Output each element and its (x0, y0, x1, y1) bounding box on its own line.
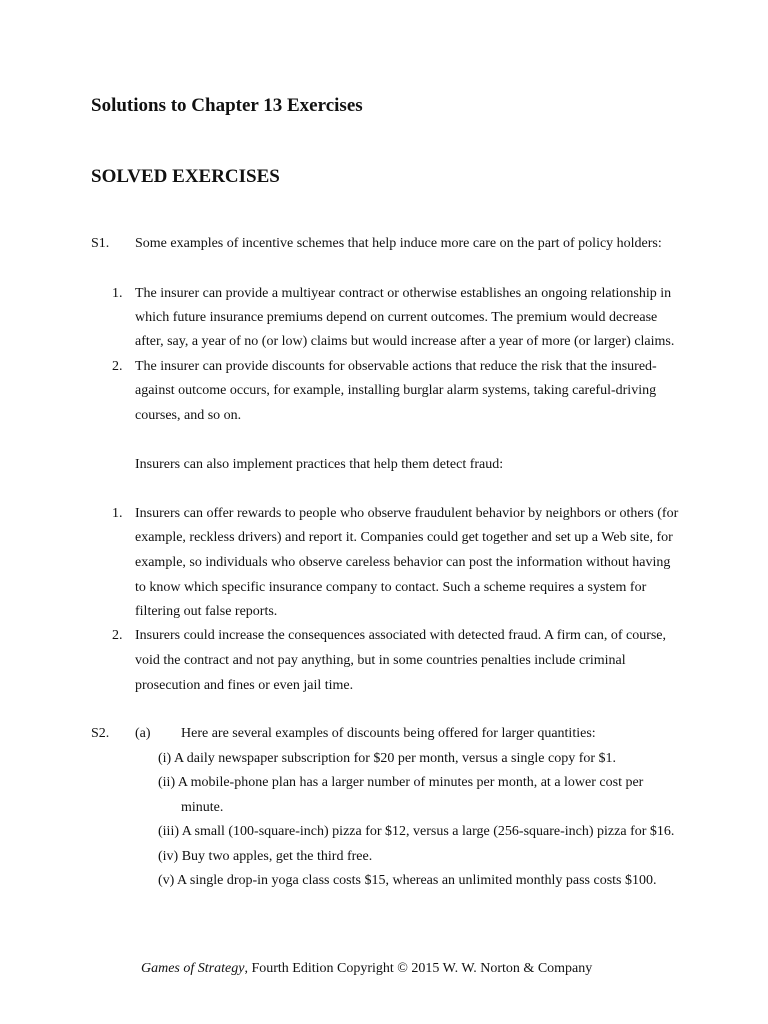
list-item-line: The insurer can provide a multiyear contract or otherwise establishes an ongoing relationship in (135, 286, 672, 301)
book-title: Games of Strategy (141, 961, 245, 976)
part-label: (a) (135, 726, 151, 741)
s2-item: (v) A single drop-in yoga class costs $15, whereas an unlimited monthly pass costs $100. (158, 873, 657, 888)
list-item-line: example, so individuals who observe careless behavior can post the information without having (135, 555, 671, 570)
fraud-intro: Insurers can also implement practices that help them detect fraud: (135, 457, 504, 472)
s2-item: (ii) A mobile-phone plan has a larger number of minutes per month, at a lower cost per (158, 775, 644, 790)
list-item-line: courses, and so on. (135, 408, 242, 423)
s2-item: (i) A daily newspaper subscription for $20 per month, versus a single copy for $1. (158, 751, 617, 766)
s2-item: (iii) A small (100-square-inch) pizza for $12, versus a large (256-square-inch) pizza for $16. (158, 824, 675, 839)
list-number: 2. (112, 628, 123, 643)
section-heading: SOLVED EXERCISES (91, 166, 280, 187)
list-item-line: Insurers can offer rewards to people who observe fraudulent behavior by neighbors or others (for (135, 506, 679, 521)
list-number: 1. (112, 286, 123, 301)
list-number: 1. (112, 506, 123, 521)
list-item-line: to know which specific insurance company to contact. Such a scheme requires a system for (135, 580, 647, 595)
page-title: Solutions to Chapter 13 Exercises (91, 95, 363, 116)
exercise-label-s2: S2. (91, 726, 110, 741)
list-item-line: void the contract and not pay anything, but in some countries penalties include criminal (135, 653, 626, 668)
list-item-line: against outcome occurs, for example, installing burglar alarm systems, taking careful-driving (135, 383, 657, 398)
list-item-line: example, reckless drivers) and report it. Companies could get together and set up a Web site, for (135, 530, 673, 545)
list-item-line: Insurers could increase the consequences associated with detected fraud. A firm can, of course, (135, 628, 667, 643)
list-item-line: prosecution and fines or even jail time. (135, 678, 354, 693)
s2-intro: Here are several examples of discounts being offered for larger quantities: (181, 726, 596, 741)
copyright-text: , Fourth Edition Copyright © 2015 W. W. Norton & Company (244, 961, 593, 976)
s1-intro: Some examples of incentive schemes that help induce more care on the part of policy holders: (135, 236, 662, 251)
list-item-line: which future insurance premiums depend on current outcomes. The premium would decrease (135, 310, 658, 325)
list-item-line: filtering out false reports. (135, 604, 278, 619)
s2-item: (iv) Buy two apples, get the third free. (158, 849, 373, 864)
list-item-line: after, say, a year of no (or low) claims but would increase after a year of more (or larger) claims. (135, 334, 675, 349)
list-number: 2. (112, 359, 123, 374)
exercise-label-s1: S1. (91, 236, 110, 251)
page-footer (141, 961, 592, 977)
list-item-line: The insurer can provide discounts for observable actions that reduce the risk that the insured- (135, 359, 657, 374)
s2-item-continuation: minute. (181, 800, 224, 815)
